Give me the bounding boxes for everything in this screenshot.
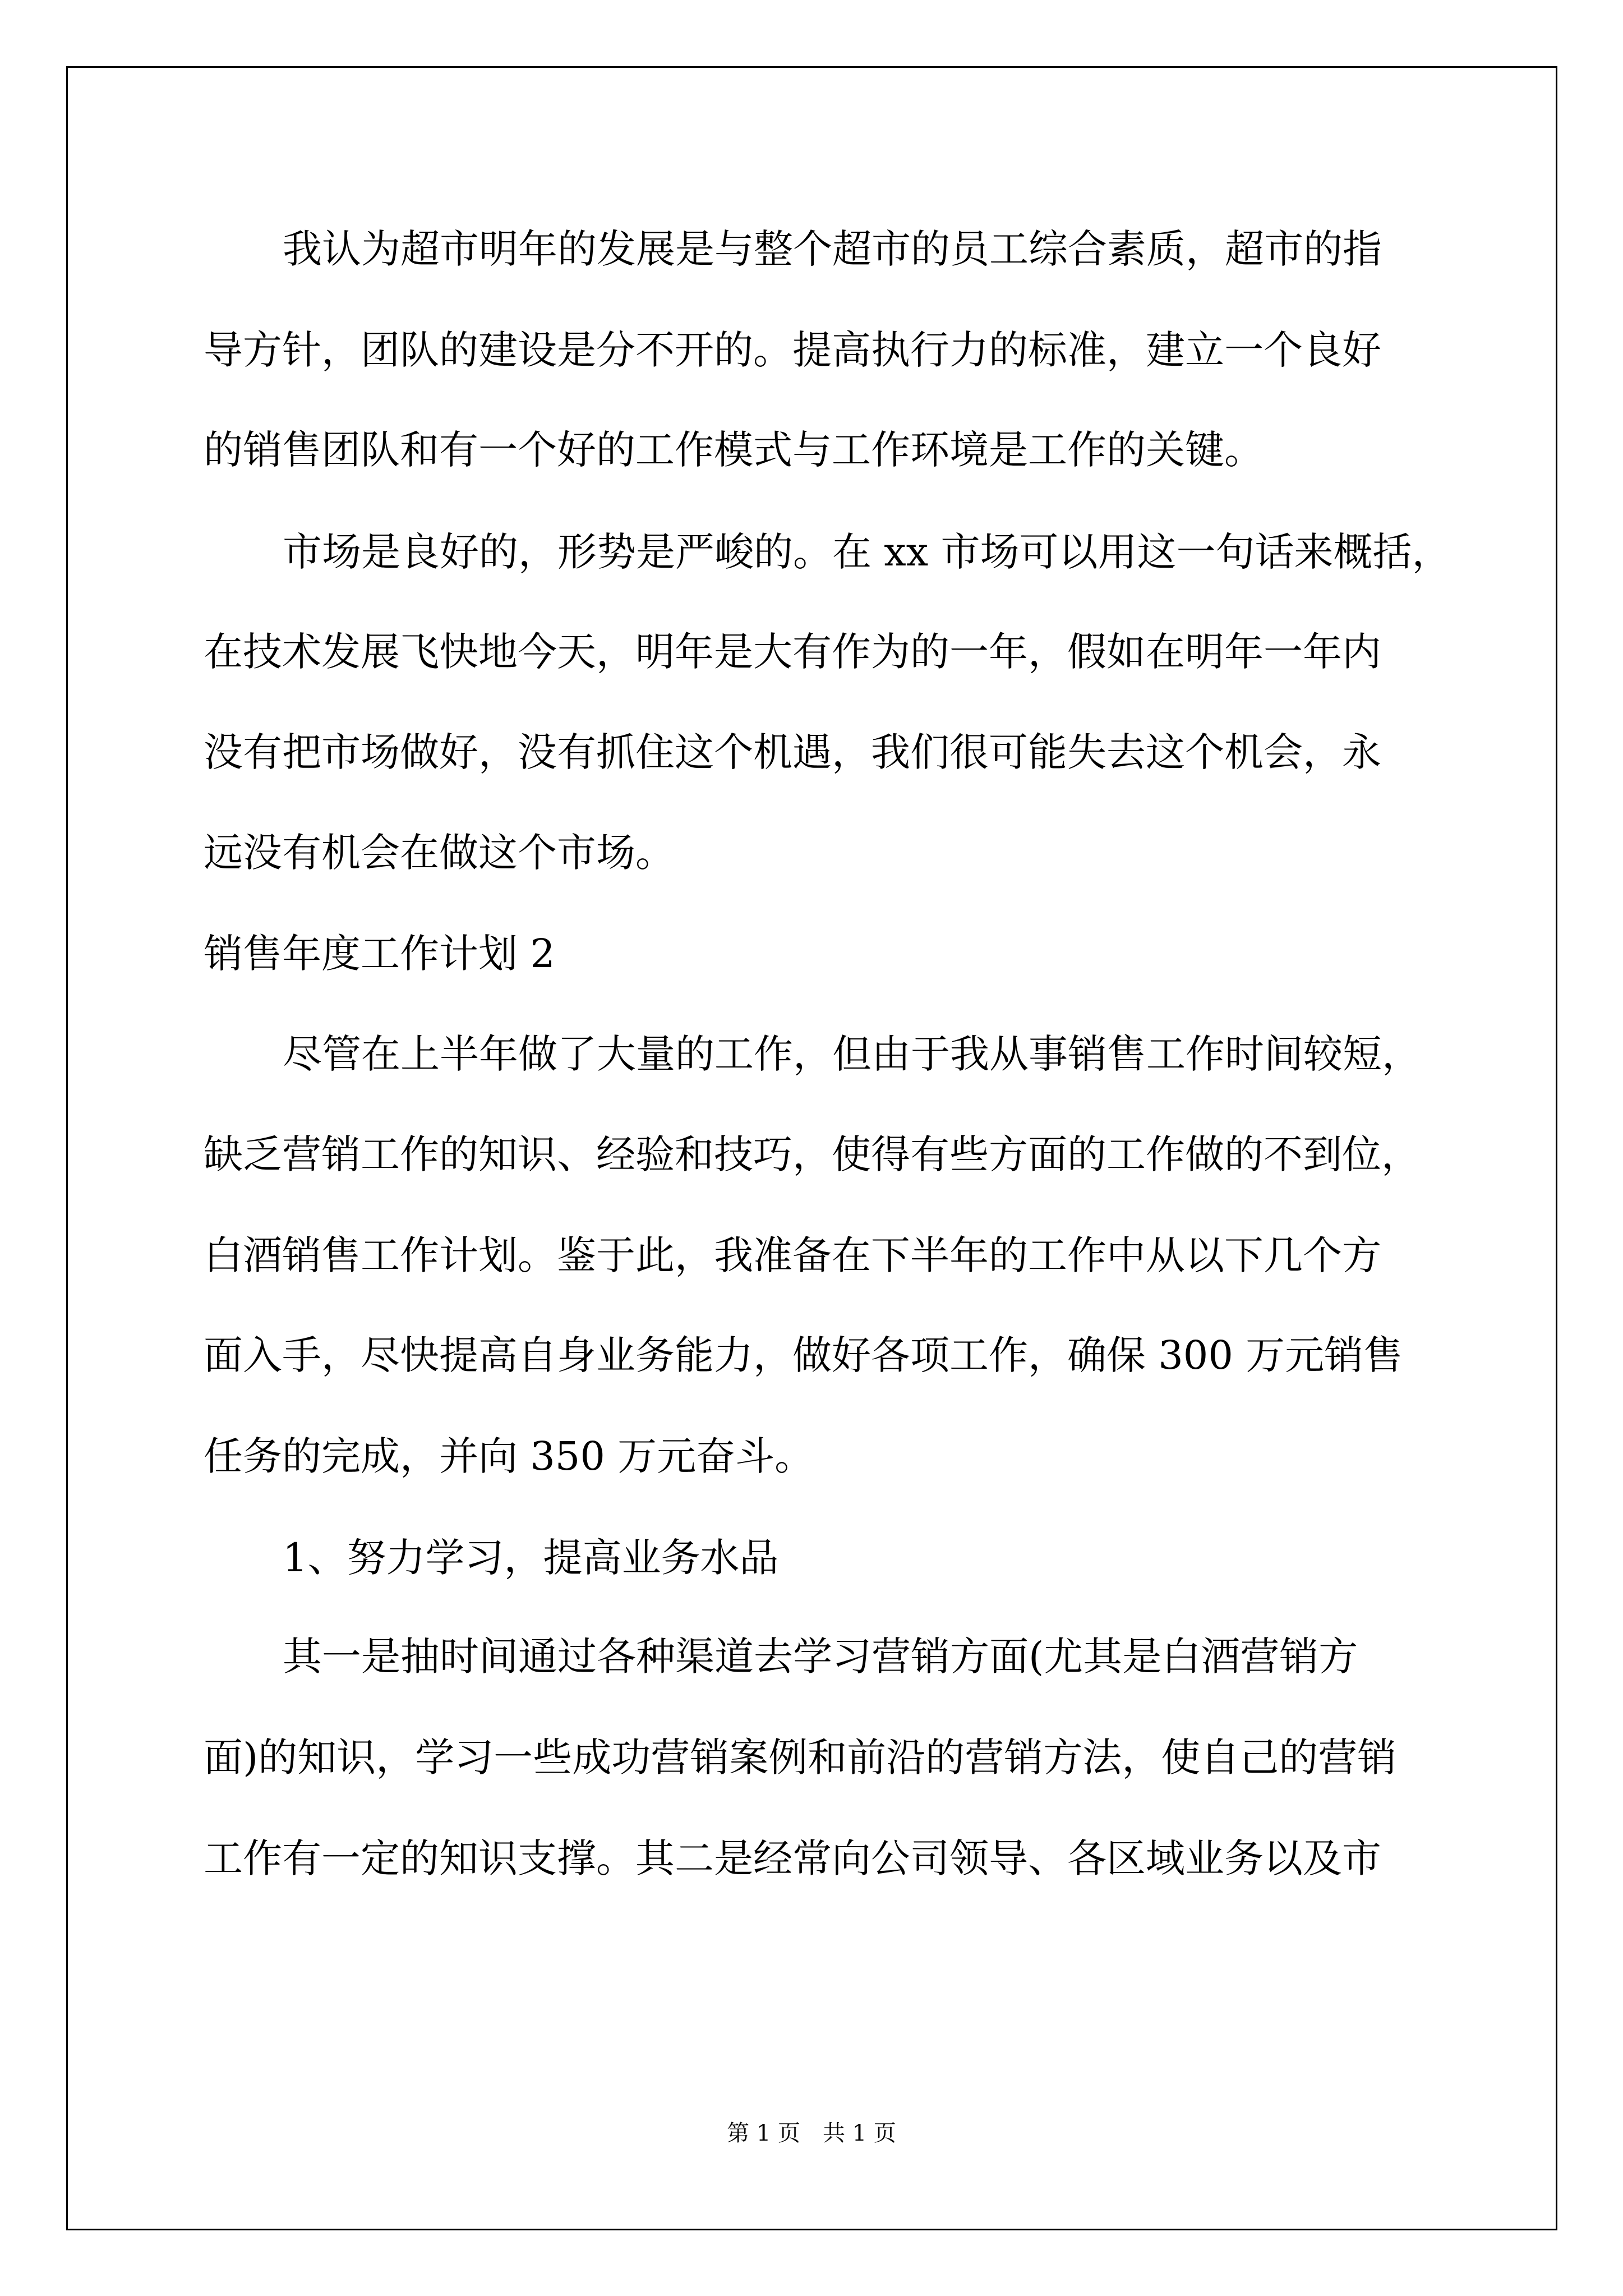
text-line: 白酒销售工作计划。鉴于此，我准备在下半年的工作中从以下几个方 [204, 1232, 1381, 1278]
text-line: 任务的完成，并向 350 万元奋斗。 [204, 1433, 814, 1479]
text-line: 其一是抽时间通过各种渠道去学习营销方面(尤其是白酒营销方 [283, 1634, 1358, 1680]
section-heading: 销售年度工作计划 2 [204, 931, 555, 977]
list-item-heading: 1、努力学习，提高业务水品 [283, 1535, 779, 1581]
text-line: 的销售团队和有一个好的工作模式与工作环境是工作的关键。 [204, 427, 1264, 473]
text-line: 远没有机会在做这个市场。 [204, 830, 675, 876]
text-line: 没有把市场做好，没有抓住这个机遇，我们很可能失去这个机会，永 [204, 729, 1381, 775]
text-line: 导方针，团队的建设是分不开的。提高执行力的标准，建立一个良好 [204, 327, 1381, 373]
text-line: 缺乏营销工作的知识、经验和技巧，使得有些方面的工作做的不到位， [204, 1131, 1421, 1177]
text-line: 我认为超市明年的发展是与整个超市的员工综合素质，超市的指 [283, 226, 1382, 272]
text-line: 面入手，尽快提高自身业务能力，做好各项工作，确保 300 万元销售 [204, 1332, 1403, 1378]
text-line: 面)的知识，学习一些成功营销案例和前沿的营销方法，使自己的营销 [204, 1734, 1397, 1780]
text-line: 在技术发展飞快地今天，明年是大有作为的一年，假如在明年一年内 [204, 629, 1381, 675]
text-line: 尽管在上半年做了大量的工作，但由于我从事销售工作时间较短， [283, 1031, 1421, 1077]
page-footer: 第 1 页 共 1 页 [727, 2120, 896, 2146]
text-line: 市场是良好的，形势是严峻的。在 xx 市场可以用这一句话来概括， [283, 529, 1451, 575]
text-line: 工作有一定的知识支撑。其二是经常向公司领导、各区域业务以及市 [204, 1835, 1381, 1881]
